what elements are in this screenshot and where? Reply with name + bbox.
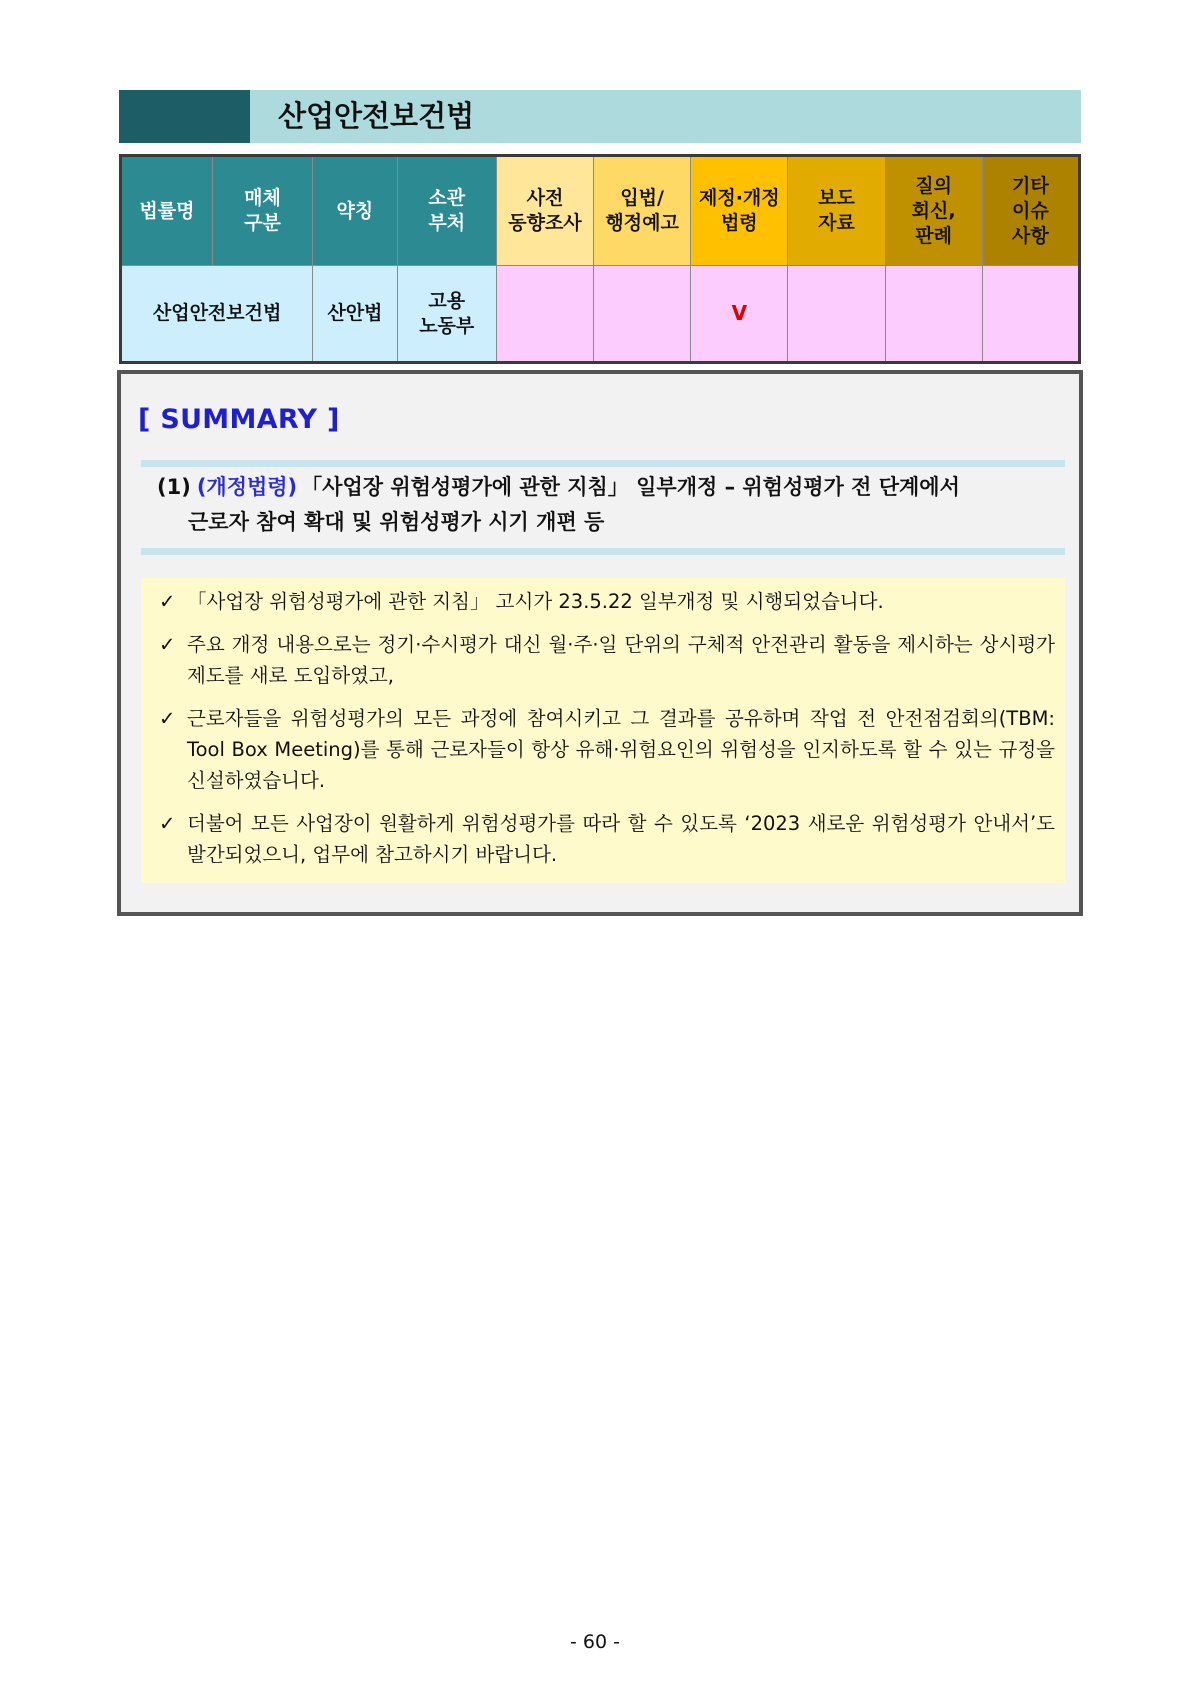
title-accent-block [119, 90, 250, 143]
table-header-row [121, 156, 1080, 266]
summary-headline [157, 470, 1055, 540]
law-status-table [119, 154, 1081, 364]
cell-other [982, 266, 1079, 363]
cell-inquiry [885, 266, 982, 363]
page-title: 산업안전보건법 [278, 99, 475, 133]
header-media-type: 매체 구분 [212, 156, 312, 266]
checkmark-icon: ✓ [159, 590, 176, 613]
header-legislative-notice: 입법/ 행정예고 [594, 156, 691, 266]
summary-box [117, 370, 1083, 916]
list-item: ✓ 「사업장 위험성평가에 관한 지침」 고시가 23.5.22 일부개정 및 시행되었습니다. [159, 586, 1055, 617]
summary-bullets-panel [141, 578, 1065, 883]
cell-press [788, 266, 885, 363]
cell-abbreviation: 산안법 [313, 266, 397, 363]
cell-law-name: 산업안전보건법 [121, 266, 313, 363]
list-item: ✓ 더불어 모든 사업장이 원활하게 위험성평가를 따라 할 수 있도록 ‘2023 새로운 위험성평가 안내서’도 발간되었으니, 업무에 참고하시기 바랍니다. [159, 808, 1055, 870]
section-title-bar [119, 90, 1081, 143]
cell-pre-survey [496, 266, 593, 363]
check-mark: V [731, 300, 748, 325]
header-pre-survey: 사전 동향조사 [496, 156, 593, 266]
headline-line1: 「사업장 위험성평가에 관한 지침」 일부개정 – 위험성평가 전 단계에서 [301, 475, 960, 499]
cell-ministry: 고용 노동부 [397, 266, 496, 363]
checkmark-icon: ✓ [159, 707, 176, 730]
header-inquiry: 질의 회신, 판례 [885, 156, 982, 266]
header-enacted-amended: 제정·개정 법령 [691, 156, 788, 266]
table-row [121, 266, 1080, 363]
headline-tag: (개정법령) [196, 475, 298, 499]
cell-enacted-amended [691, 266, 788, 363]
header-abbreviation: 약칭 [313, 156, 397, 266]
page-number: - 60 - [570, 1631, 620, 1653]
header-other: 기타 이슈 사항 [982, 156, 1079, 266]
header-press: 보도 자료 [788, 156, 885, 266]
divider-bottom [141, 548, 1065, 555]
headline-number: (1) [157, 475, 191, 499]
header-law-name: 법률명 [121, 156, 213, 266]
cell-legislative-notice [594, 266, 691, 363]
headline-line2: 근로자 참여 확대 및 위험성평가 시기 개편 등 [188, 510, 605, 534]
checkmark-icon: ✓ [159, 633, 176, 656]
header-ministry: 소관 부처 [397, 156, 496, 266]
divider-top [141, 460, 1065, 467]
list-item: ✓ 주요 개정 내용으로는 정기·수시평가 대신 월·주·일 단위의 구체적 안전관리 활동을 제시하는 상시평가 제도를 새로 도입하였고, [159, 629, 1055, 691]
summary-title: [ SUMMARY ] [138, 404, 340, 435]
checkmark-icon: ✓ [159, 812, 176, 835]
bullet-list [141, 578, 1065, 870]
list-item: ✓ 근로자들을 위험성평가의 모든 과정에 참여시키고 그 결과를 공유하며 작업 전 안전점검회의(TBM: Tool Box Meeting)를 통해 근로자들이 항상 유해·위험요인의 위험성을 인지하도록 할 수 있는 규정을 신설하였습니다. [159, 703, 1055, 796]
